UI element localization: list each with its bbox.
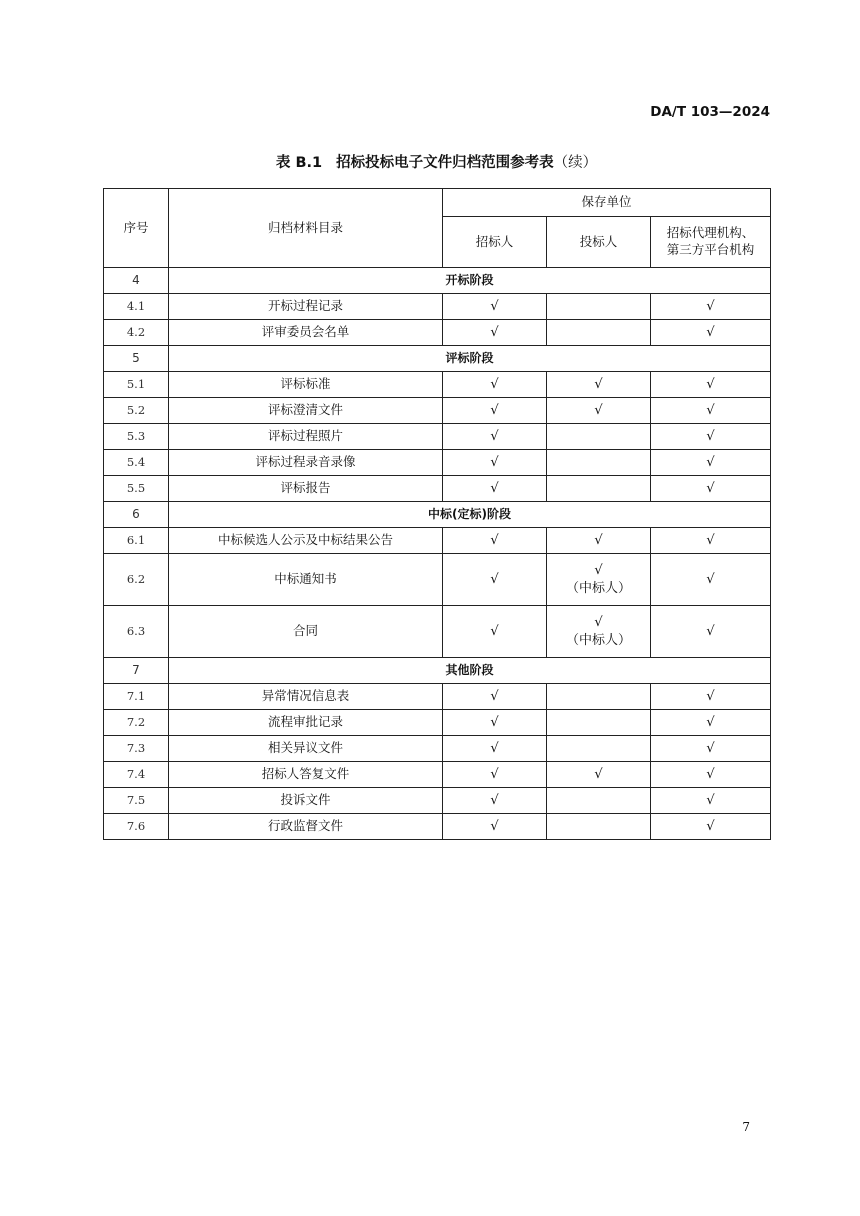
header-seq: 序号 (104, 189, 169, 268)
page-number: 7 (742, 1120, 750, 1134)
section-stage-title: 中标(定标)阶段 (169, 502, 771, 528)
header-agency-line2: 第三方平台机构 (666, 242, 755, 257)
agency-check: √ (651, 736, 771, 762)
row-number: 7.5 (104, 788, 169, 814)
agency-check: √ (651, 684, 771, 710)
tenderer-check: √ (443, 450, 547, 476)
tenderer-check: √ (443, 554, 547, 606)
agency-check: √ (651, 450, 771, 476)
bidder-cell (547, 528, 651, 554)
table-header (104, 189, 771, 268)
bidder-note: （中标人） (565, 632, 631, 648)
row-item: 评标标准 (169, 372, 443, 398)
row-number: 7.4 (104, 762, 169, 788)
row-number: 6.3 (104, 606, 169, 658)
table-row (104, 424, 771, 450)
table-row (104, 788, 771, 814)
row-number: 7.6 (104, 814, 169, 840)
table-row (104, 736, 771, 762)
table-continued-label: （续） (553, 155, 598, 171)
agency-check: √ (651, 294, 771, 320)
agency-check: √ (651, 814, 771, 840)
bidder-cell (547, 320, 651, 346)
section-number: 6 (104, 502, 169, 528)
bidder-cell (547, 814, 651, 840)
row-item: 评标过程录音录像 (169, 450, 443, 476)
row-number: 6.1 (104, 528, 169, 554)
section-number: 4 (104, 268, 169, 294)
table-row (104, 450, 771, 476)
tenderer-check: √ (443, 788, 547, 814)
table-caption (103, 151, 770, 172)
agency-check: √ (651, 528, 771, 554)
table-row (104, 762, 771, 788)
row-item: 异常情况信息表 (169, 684, 443, 710)
row-item: 行政监督文件 (169, 814, 443, 840)
tenderer-check: √ (443, 606, 547, 658)
row-number: 7.2 (104, 710, 169, 736)
bidder-note: （中标人） (565, 580, 631, 596)
bidder-check: √ (594, 402, 603, 418)
bidder-check: √ (594, 766, 603, 782)
bidder-check: √ (594, 376, 603, 392)
table-title: 招标投标电子文件归档范围参考表 (336, 155, 554, 171)
agency-check: √ (651, 320, 771, 346)
header-bidder: 投标人 (547, 217, 651, 268)
row-item: 评审委员会名单 (169, 320, 443, 346)
bidder-cell (547, 294, 651, 320)
row-item: 中标候选人公示及中标结果公告 (169, 528, 443, 554)
section-stage-title: 开标阶段 (169, 268, 771, 294)
row-number: 6.2 (104, 554, 169, 606)
bidder-cell (547, 554, 651, 606)
table-row (104, 528, 771, 554)
section-row (104, 658, 771, 684)
tenderer-check: √ (443, 814, 547, 840)
row-item: 流程审批记录 (169, 710, 443, 736)
tenderer-check: √ (443, 710, 547, 736)
bidder-cell (547, 398, 651, 424)
table-number: 表 B.1 (275, 155, 323, 171)
bidder-cell (547, 606, 651, 658)
agency-check: √ (651, 762, 771, 788)
bidder-cell (547, 762, 651, 788)
agency-check: √ (651, 554, 771, 606)
tenderer-check: √ (443, 684, 547, 710)
agency-check: √ (651, 398, 771, 424)
tenderer-check: √ (443, 320, 547, 346)
section-row (104, 346, 771, 372)
row-item: 评标过程照片 (169, 424, 443, 450)
row-number: 4.2 (104, 320, 169, 346)
row-item: 中标通知书 (169, 554, 443, 606)
table-row (104, 554, 771, 606)
tenderer-check: √ (443, 528, 547, 554)
row-item: 评标报告 (169, 476, 443, 502)
bidder-cell (547, 476, 651, 502)
section-stage-title: 其他阶段 (169, 658, 771, 684)
bidder-cell (547, 372, 651, 398)
header-tenderer: 招标人 (443, 217, 547, 268)
tenderer-check: √ (443, 476, 547, 502)
table-row (104, 372, 771, 398)
row-number: 5.3 (104, 424, 169, 450)
archive-scope-table (103, 188, 771, 840)
row-number: 5.5 (104, 476, 169, 502)
row-item: 评标澄清文件 (169, 398, 443, 424)
row-item: 招标人答复文件 (169, 762, 443, 788)
agency-check: √ (651, 788, 771, 814)
row-item: 相关异议文件 (169, 736, 443, 762)
tenderer-check: √ (443, 424, 547, 450)
bidder-cell (547, 684, 651, 710)
table-row (104, 814, 771, 840)
table-row (104, 684, 771, 710)
bidder-cell (547, 450, 651, 476)
bidder-check: √ (594, 562, 603, 578)
bidder-cell (547, 710, 651, 736)
header-keeper-group: 保存单位 (443, 189, 771, 217)
row-number: 7.1 (104, 684, 169, 710)
tenderer-check: √ (443, 762, 547, 788)
row-number: 5.1 (104, 372, 169, 398)
table-row (104, 710, 771, 736)
table-row (104, 320, 771, 346)
tenderer-check: √ (443, 398, 547, 424)
bidder-check: √ (594, 532, 603, 548)
header-catalog: 归档材料目录 (169, 189, 443, 268)
bidder-cell (547, 736, 651, 762)
row-item: 合同 (169, 606, 443, 658)
table-row (104, 398, 771, 424)
tenderer-check: √ (443, 372, 547, 398)
section-number: 7 (104, 658, 169, 684)
section-row (104, 502, 771, 528)
table-body (104, 268, 771, 840)
header-agency-line1: 招标代理机构、 (666, 225, 755, 241)
bidder-cell (547, 788, 651, 814)
table-row (104, 294, 771, 320)
row-item: 投诉文件 (169, 788, 443, 814)
agency-check: √ (651, 372, 771, 398)
bidder-check: √ (594, 614, 603, 630)
document-code: DA/T 103—2024 (650, 104, 770, 120)
row-number: 5.2 (104, 398, 169, 424)
section-stage-title: 评标阶段 (169, 346, 771, 372)
row-number: 4.1 (104, 294, 169, 320)
header-agency (651, 217, 771, 268)
section-number: 5 (104, 346, 169, 372)
agency-check: √ (651, 476, 771, 502)
agency-check: √ (651, 606, 771, 658)
table-row (104, 606, 771, 658)
table-row (104, 476, 771, 502)
tenderer-check: √ (443, 294, 547, 320)
row-number: 7.3 (104, 736, 169, 762)
tenderer-check: √ (443, 736, 547, 762)
row-number: 5.4 (104, 450, 169, 476)
agency-check: √ (651, 710, 771, 736)
agency-check: √ (651, 424, 771, 450)
row-item: 开标过程记录 (169, 294, 443, 320)
bidder-cell (547, 424, 651, 450)
section-row (104, 268, 771, 294)
